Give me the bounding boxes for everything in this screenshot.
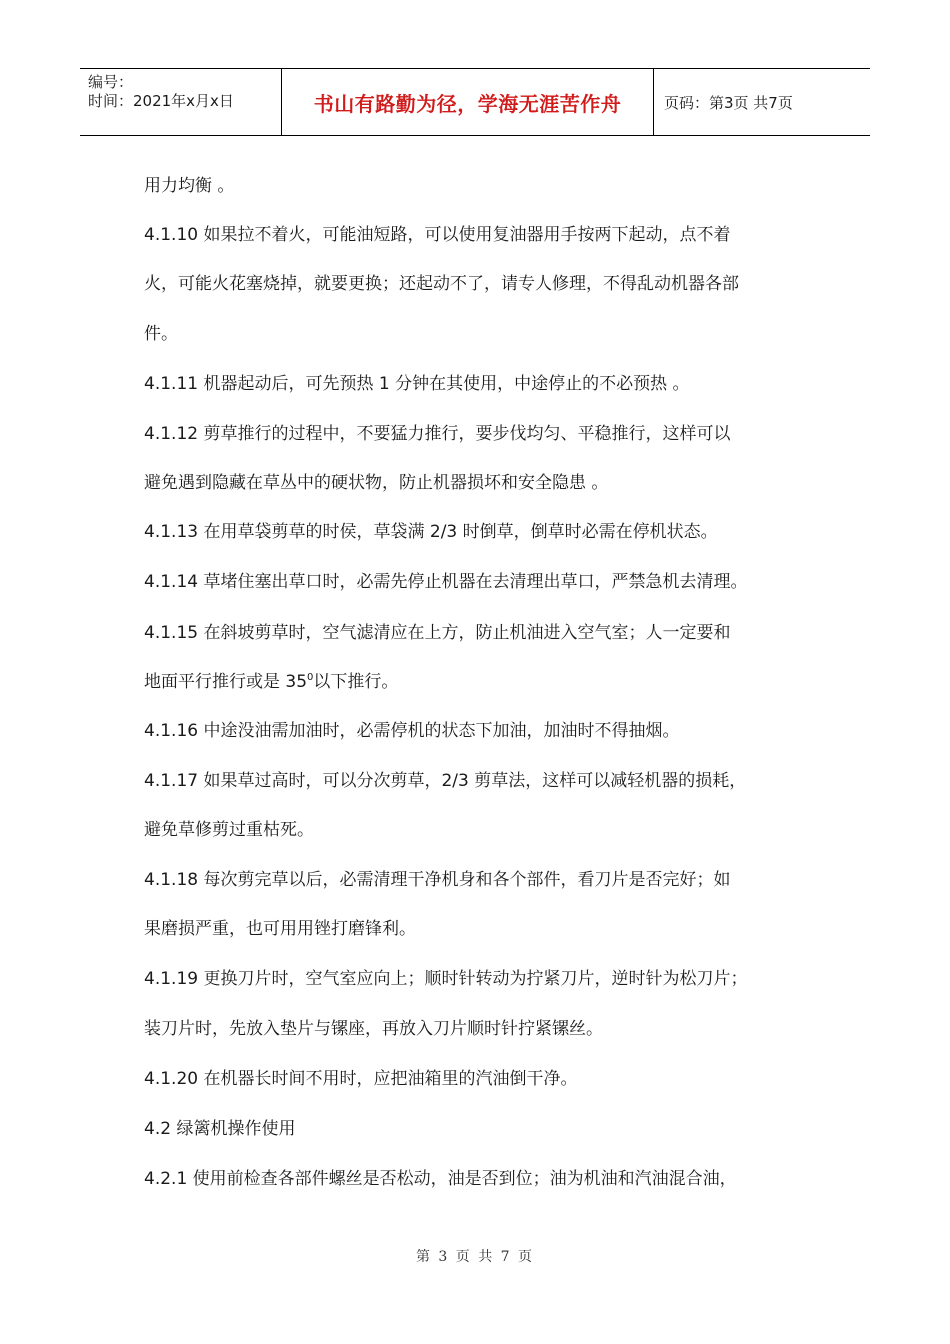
document-number-label: 编号： <box>88 73 134 91</box>
text-line: 件。 <box>144 324 178 344</box>
text-line: 4.2.1 使用前检查各部件螺丝是否松动，油是否到位；油为机油和汽油混合油， <box>144 1169 737 1189</box>
text-line: 装刀片时，先放入垫片与镙座，再放入刀片顺时针拧紧镙丝。 <box>144 1019 603 1039</box>
text-line: 避免遇到隐藏在草丛中的硬状物，防止机器损坏和安全隐患 。 <box>144 473 609 493</box>
text-line: 4.1.11 机器起动后，可先预热 1 分钟在其使用，中途停止的不必预热 。 <box>144 374 690 394</box>
text-line: 4.1.19 更换刀片时，空气室应向上；顺时针转动为拧紧刀片，逆时针为松刀片； <box>144 969 748 989</box>
header-page-code: 页码：第3页 共7页 <box>664 93 793 112</box>
header-meta <box>80 69 282 135</box>
text-line: 4.1.10 如果拉不着火，可能油短路，可以使用复油器用手按两下起动，点不着 <box>144 225 731 245</box>
text-line: 火，可能火花塞烧掉，就要更换；还起动不了，请专人修理，不得乱动机器各部 <box>144 274 739 294</box>
header-motto: 书山有路勤为径，学海无涯苦作舟 <box>282 69 654 135</box>
text-line: 果磨损严重，也可用用锉打磨锋利。 <box>144 919 416 939</box>
text-line: 4.1.16 中途没油需加油时，必需停机的状态下加油，加油时不得抽烟。 <box>144 721 680 741</box>
degree-superscript: 0 <box>307 672 314 683</box>
text-line: 4.1.17 如果草过高时，可以分次剪草，2/3 剪草法，这样可以减轻机器的损耗， <box>144 771 747 791</box>
document-header <box>80 68 870 136</box>
section-heading: 4.2 绿篱机操作使用 <box>144 1119 296 1139</box>
text-line: 4.1.14 草堵住塞出草口时，必需先停止机器在去清理出草口，严禁急机去清理。 <box>144 572 748 592</box>
slope-text: 地面平行推行或是 35 <box>144 672 308 692</box>
text-line: 用力均衡 。 <box>144 176 235 196</box>
text-line: 4.1.20 在机器长时间不用时，应把油箱里的汽油倒干净。 <box>144 1069 578 1089</box>
text-line: 4.1.13 在用草袋剪草的时侯，草袋满 2/3 时倒草，倒草时必需在停机状态。 <box>144 522 718 542</box>
text-line: 避免草修剪过重枯死。 <box>144 820 314 840</box>
text-line-slope <box>144 670 398 694</box>
slope-suffix: 以下推行。 <box>313 672 399 692</box>
text-line: 4.1.18 每次剪完草以后，必需清理干净机身和各个部件，看刀片是否完好；如 <box>144 870 731 890</box>
text-line: 4.1.15 在斜坡剪草时，空气滤清应在上方，防止机油进入空气室；人一定要和 <box>144 623 731 643</box>
document-time-label: 时间：2021年x月x日 <box>88 92 234 110</box>
text-line: 4.1.12 剪草推行的过程中，不要猛力推行，要步伐均匀、平稳推行，这样可以 <box>144 424 731 444</box>
page-footer: 第 3 页 共 7 页 <box>415 1249 535 1265</box>
